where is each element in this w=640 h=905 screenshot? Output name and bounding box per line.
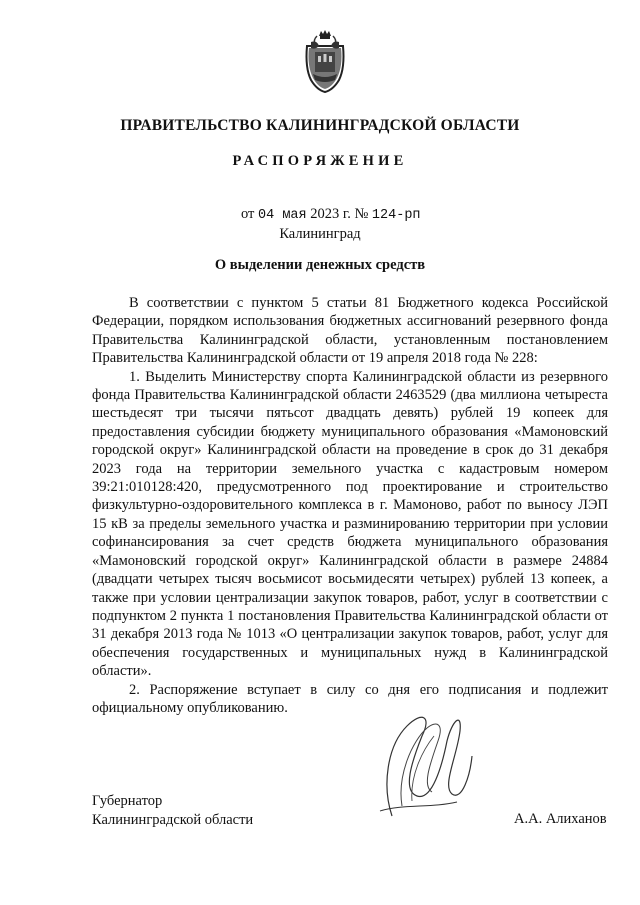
document-body xyxy=(92,294,608,717)
coat-of-arms-emblem xyxy=(303,28,347,94)
organization-title: ПРАВИТЕЛЬСТВО КАЛИНИНГРАДСКОЙ ОБЛАСТИ xyxy=(120,117,520,134)
signatory-title xyxy=(92,792,253,830)
date-number-line xyxy=(241,206,421,223)
date-year: 2023 г. xyxy=(310,206,351,222)
clause-1-paragraph: 1. Выделить Министерству спорта Калининградской области из резервного фонда Правительства Калининградской области 2463529 (два миллиона четыреста шестьдесят три тысячи пятьсот двадцать девять) рублей 19 копеек для предоставления субсидии бюджету муниципального образования «Мамоновский городской округ» Калининградской области на проведение в срок до 31 декабря 2023 года на территории земельного участка с кадастровым номером 39:21:010128:420, предусмотренного под проектирование и строительство физкультурно-оздоровительного комплекса в г. Мамоново, работ по выносу ЛЭП 15 кВ за пределы земельного участка и разминированию территории при условии софинансирования за счет средств бюджета муниципального образования «Мамоновский городской округ» Калининградской области в размере 24884 (двадцати четырех тысяч восьмисот восьмидесяти четырех) рублей 13 копеек, а также при условии централизации закупок товаров, работ, услуг в соответствии с подпунктом 2 пункта 1 постановления Правительства Калининградской области от 31 декабря 2013 года № 1013 «О централизации закупок товаров, работ, услуг для обеспечения государственных и муниципальных нужд в Калининградской области». xyxy=(92,368,608,680)
document-type-title: РАСПОРЯЖЕНИЕ xyxy=(232,153,408,169)
date-value: 04 мая xyxy=(258,208,307,223)
document-subject: О выделении денежных средств xyxy=(214,257,426,273)
clause-2-paragraph: 2. Распоряжение вступает в силу со дня его подписания и подлежит официальному опубликованию. xyxy=(92,681,608,716)
signatory-position: Губернатор xyxy=(92,793,163,809)
document-number: 124-рп xyxy=(371,208,421,223)
number-sign: № xyxy=(354,206,369,222)
signatory-name: А.А. Алиханов xyxy=(514,811,607,827)
city-name: Калининград xyxy=(279,226,361,242)
date-prefix: от xyxy=(241,206,255,222)
signatory-region: Калининградской области xyxy=(92,812,254,828)
preamble-paragraph: В соответствии с пунктом 5 статьи 81 Бюджетного кодекса Российской Федерации, порядком использования бюджетных ассигнований резервного фонда Правительства Калининградской области, установленным постановлением Правительства Калининградской области от 19 апреля 2018 года № 228: xyxy=(92,295,608,367)
handwritten-signature xyxy=(372,706,482,821)
